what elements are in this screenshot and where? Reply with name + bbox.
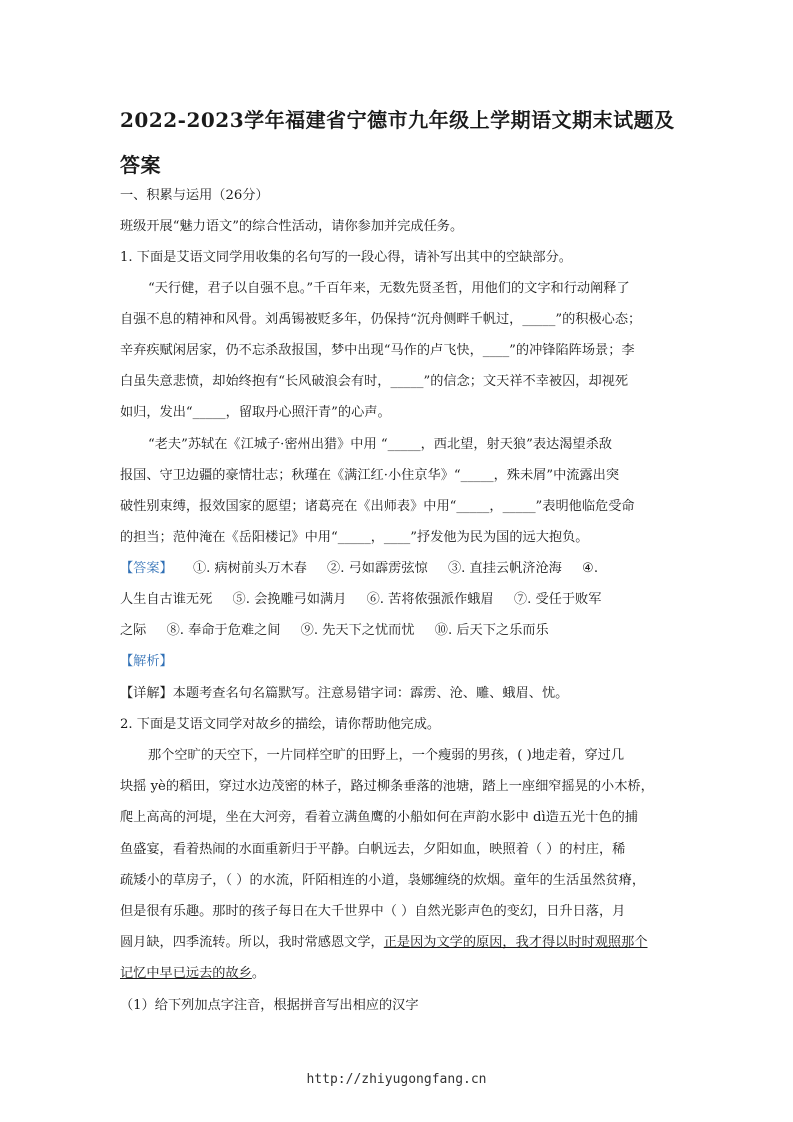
title-line-2: 答案 [120, 153, 161, 177]
q2-text: 。 [251, 966, 266, 981]
answer-row [120, 592, 675, 608]
answer-item: ②. 弓如霹雳弦惊 [327, 561, 428, 576]
question-2-prompt: 2. 下面是艾语文同学对故乡的描绘，请你帮助他完成。 [120, 717, 441, 732]
q1-paragraph-line: 的担当；范仲淹在《岳阳楼记》中用“_____，____”抒发他为民为国的远大抱负。 [120, 530, 589, 545]
answer-row [120, 623, 675, 639]
q2-text: 圆月缺，四季流转。所以，我时常感恩文学， [120, 935, 384, 950]
analysis-label: 【解析】 [120, 654, 173, 669]
q1-paragraph-line: 白虽失意悲愤，却始终抱有“长风破浪会有时，_____”的信念；文天祥不幸被囚，却视死 [120, 374, 629, 389]
answer-item: ⑨. 先天下之忧而忧 [300, 623, 415, 638]
answer-label: 【答案】 [120, 561, 173, 576]
sub-question-1: （1）给下列加点字注音，根据拼音写出相应的汉字 [120, 998, 419, 1013]
answer-item: ⑤. 会挽雕弓如满月 [232, 592, 347, 607]
q2-paragraph-line: 那个空旷的天空下，一片同样空旷的田野上，一个瘦弱的男孩，( )地走着，穿过几 [148, 748, 625, 763]
answer-item: ⑥. 苦将侬强派作蛾眉 [366, 592, 494, 607]
q2-paragraph-line: 爬上高高的河堤，坐在大河旁，看着立满鱼鹰的小船如何在声韵水影中 dì造五光十色的捕 [120, 810, 638, 825]
answer-item: ⑧. 奉命于危难之间 [166, 623, 281, 638]
q1-paragraph-line: 自强不息的精神和风骨。刘禹锡被贬多年，仍保持“沉舟侧畔千帆过，_____”的积极心态； [120, 312, 642, 327]
answer-item: ⑦. 受任于败军 [513, 592, 602, 607]
footer-url[interactable]: http://zhiyugongfang.cn [306, 1072, 487, 1087]
q2-paragraph-line: 疏矮小的草房子，（ ）的水流，阡陌相连的小道，袅娜缠绕的炊烟。童年的生活虽然贫瘠， [120, 873, 646, 888]
intro-text: 班级开展“魅力语文”的综合性活动，请你参加并完成任务。 [120, 219, 464, 234]
detail-text: 【详解】本题考查名句名篇默写。注意易错字词：霹雳、沧、雕、蛾眉、忧。 [120, 686, 569, 701]
q1-paragraph-line: “天行健，君子以自强不息。”千百年来，无数先贤圣哲，用他们的文字和行动阐释了 [148, 281, 630, 296]
underlined-sentence: 正是因为文学的原因，我才得以时时观照那个 [383, 935, 648, 950]
answer-item: ①. 病树前头万木春 [192, 561, 307, 576]
q2-paragraph-line: 鱼盛宴，看着热闹的水面重新归于平静。白帆远去，夕阳如血，映照着（ ）的村庄，稀 [120, 842, 626, 857]
q2-paragraph-line: 但是很有乐趣。那时的孩子每日在大千世界中（ ）自然光影声色的变幻，日升日落，月 [120, 904, 626, 919]
answer-item: 人生自古谁无死 [120, 592, 213, 607]
answer-row [120, 561, 675, 577]
document-title [120, 98, 690, 188]
answer-item: ⑩. 后天下之乐而乐 [434, 623, 549, 638]
q2-paragraph-line [120, 935, 675, 951]
q1-paragraph-line: 报国、守卫边疆的豪情壮志；秋瑾在《满江红·小住京华》“_____，殊未屑”中流露出突 [120, 468, 620, 483]
answer-item: ③. 直挂云帆济沧海 [447, 561, 562, 576]
q1-paragraph-line: “老夫”苏轼在《江城子·密州出猎》中用 “_____，西北望，射天狼”表达渴望杀敌 [148, 437, 612, 452]
q2-paragraph-line [120, 966, 675, 982]
q2-paragraph-line: 块摇 yè的稻田，穿过水边茂密的林子，路过柳条垂落的池塘，踏上一座细窄摇晃的小木桥， [120, 779, 654, 794]
q1-paragraph-line: 破性别束缚，报效国家的愿望；诸葛亮在《出师表》中用“_____，_____”表明他临危受命 [120, 499, 635, 514]
answer-item: 之际 [120, 623, 147, 638]
q1-paragraph-line: 如归，发出“_____，留取丹心照汗青”的心声。 [120, 405, 391, 420]
title-line-1: 2022-2023学年福建省宁德市九年级上学期语文期末试题及 [120, 108, 675, 132]
section-heading: 一、积累与运用（26分） [120, 188, 269, 203]
q1-paragraph-line: 辛弃疾赋闲居家，仍不忘杀敌报国，梦中出现“马作的卢飞快，____”的冲锋陷阵场景；李 [120, 343, 635, 358]
question-1-prompt: 1. 下面是艾语文同学用收集的名句写的一段心得，请补写出其中的空缺部分。 [120, 250, 572, 265]
answer-item: ④. [582, 561, 599, 576]
underlined-sentence: 记忆中早已远去的故乡 [120, 966, 252, 981]
